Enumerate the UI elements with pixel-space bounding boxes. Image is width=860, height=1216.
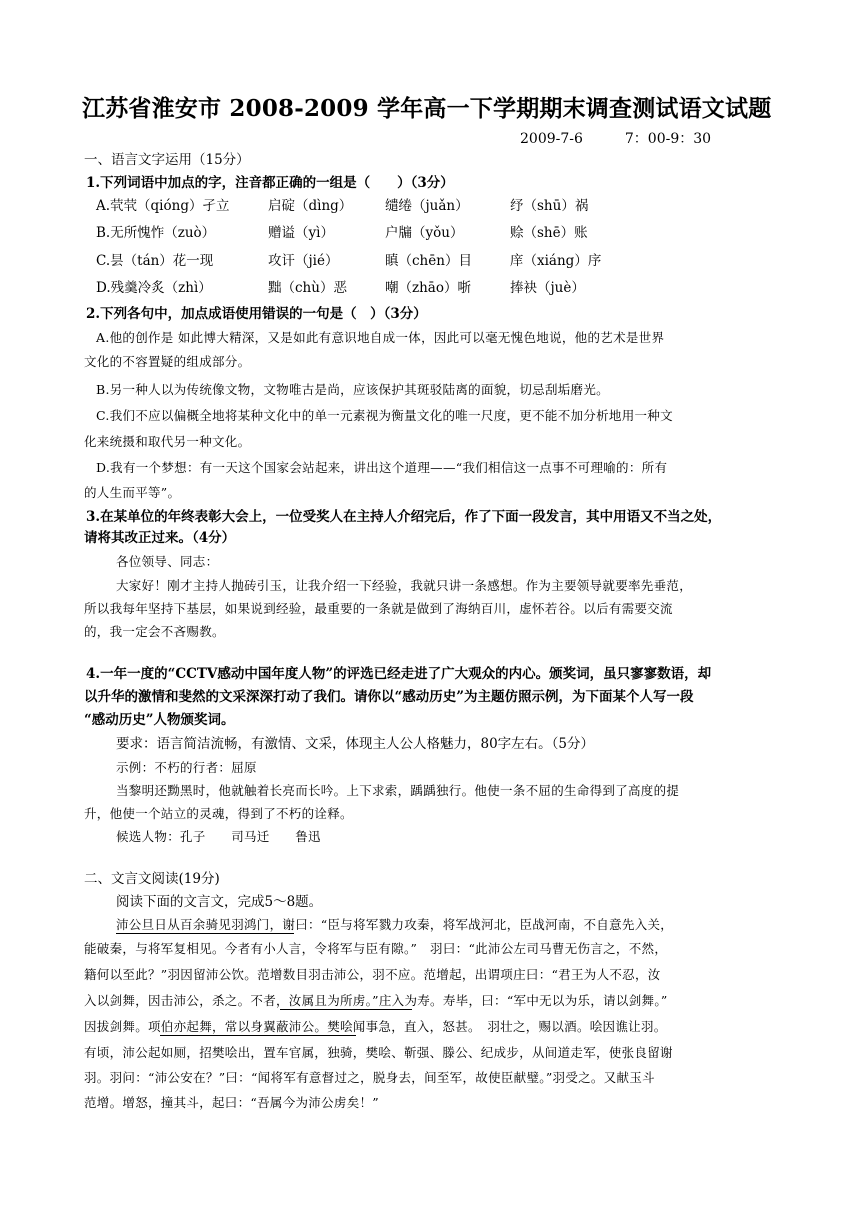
passage-line-7: 羽。羽问：“沛公安在？”曰：“闻将军有意督过之，脱身去，间至军，故使臣献璧。”羽受之。又献玉斗 xyxy=(84,1070,655,1085)
underline-mark-1 xyxy=(116,933,294,934)
q1-option-a-word2: 启碇（dìng） xyxy=(268,198,353,214)
q4-example-line2: 升，他使一个站立的灵魂，得到了不朽的诠释。 xyxy=(84,806,353,821)
q1-option-d: D.残羹冷炙（zhì） xyxy=(96,280,212,296)
q4-stem-line1: 4.一年一度的“CCTV感动中国年度人物”的评选已经走进了广大观众的内心。颁奖词，虽只寥寥数语，却 xyxy=(86,666,712,682)
q1-option-a: A.茕茕（qióng）孑立 xyxy=(96,198,230,214)
q3-speech-line2: 所以我每年坚持下基层，如果说到经验，最重要的一条就是做到了海纳百川，虚怀若谷。以后有需要交流 xyxy=(84,601,673,616)
passage-line-4: 入以剑舞，因击沛公，杀之。不者，汝属且为所虏。”庄入为寿。寿毕，曰：“军中无以为乐，请以剑舞。” xyxy=(84,993,668,1008)
q2-option-c-cont: 化来统摄和取代另一种文化。 xyxy=(84,434,251,449)
q2-option-c: C.我们不应以偏概全地将某种文化中的单一元素视为衡量文化的唯一尺度，更不能不加分析地用一种文 xyxy=(96,408,673,423)
q1-option-c-word3: 瞋（chēn）目 xyxy=(385,253,472,269)
passage-line-1: 沛公旦日从百余骑见羽鸿门，谢曰：“臣与将军戮力攻秦，将军战河北，臣战河南，不自意先入关， xyxy=(116,917,674,932)
q3-stem-line2: 请将其改正过来。（4分） xyxy=(84,530,236,546)
q3-stem-line1: 3.在某单位的年终表彰大会上，一位受奖人在主持人介绍完后，作了下面一段发言，其中用语又不当之处， xyxy=(86,509,722,525)
passage-line-5: 因拔剑舞。项伯亦起舞，常以身翼蔽沛公。樊哙闻事急，直入，怒甚。 羽壮之，赐以酒。哙因谯让羽。 xyxy=(84,1019,667,1034)
underline-mark-3 xyxy=(160,1035,356,1036)
page-title: 江苏省淮安市 2008-2009 学年高一下学期期末调查测试语文试题 xyxy=(82,95,772,122)
q1-option-c-word4: 庠（xiáng）序 xyxy=(510,253,602,269)
q3-speech-line3: 的，我一定会不吝赐教。 xyxy=(84,624,225,639)
exam-date-time: 2009-7-6 7：00-9：30 xyxy=(520,131,712,147)
q4-example-line1: 当黎明还黝黑时，他就触着长亮而长吟。上下求索，踽踽独行。他使一条不屈的生命得到了高度的提 xyxy=(116,783,680,798)
section2-intro: 阅读下面的文言文，完成5～8题。 xyxy=(116,894,323,910)
passage-line-3: 籍何以至此？”羽因留沛公饮。范增数目羽击沛公，羽不应。范增起，出谓项庄曰：“君王为人不忍，汝 xyxy=(84,967,661,982)
q1-option-d-word2: 黜（chù）恶 xyxy=(268,280,347,296)
section2-heading: 二、文言文阅读(19分) xyxy=(84,871,220,887)
q1-option-a-word3: 缱绻（juǎn） xyxy=(385,198,469,214)
passage-line-2: 能破秦，与将军复相见。今者有小人言，令将军与臣有隙。” 羽曰：“此沛公左司马曹无伤言之，不然， xyxy=(84,941,668,956)
q4-candidates: 候选人物：孔子 司马迁 鲁迅 xyxy=(116,829,321,844)
q1-option-b-word2: 赠谥（yì） xyxy=(268,225,334,241)
passage-line-8: 范增。增怒，撞其斗，起曰：“吾属今为沛公虏矣！” xyxy=(84,1095,379,1110)
q2-option-a-cont: 文化的不容置疑的组成部分。 xyxy=(84,354,251,369)
q1-option-d-word4: 捧袂（juè） xyxy=(510,280,585,296)
q1-option-a-word4: 纾（shū）祸 xyxy=(510,198,589,214)
q1-option-c-word2: 攻讦（jié） xyxy=(268,253,339,269)
q1-stem: 1.下列词语中加点的字，注音都正确的一组是（ ）（3分） xyxy=(86,175,454,191)
q2-option-d: D.我有一个梦想：有一天这个国家会站起来，讲出这个道理——“我们相信这一点事不可理喻的：所有 xyxy=(96,460,668,475)
q1-option-b-word3: 户牖（yǒu） xyxy=(385,225,464,241)
q3-salutation: 各位领导、同志： xyxy=(116,554,219,569)
q4-example-label: 示例：不朽的行者：屈原 xyxy=(116,760,257,775)
q1-option-c: C.昙（tán）花一现 xyxy=(96,253,214,269)
q4-requirement: 要求：语言简洁流畅，有激情、文采，体现主人公人格魅力，80字左右。（5分） xyxy=(116,736,595,752)
passage-line-6: 有顷，沛公起如厕，招樊哙出，置车官属，独骑，樊哙、靳强、滕公、纪成步，从间道走军，使张良留谢 xyxy=(84,1045,673,1060)
section1-heading: 一、语言文字运用（15分） xyxy=(84,152,250,168)
q1-option-d-word3: 嘲（zhāo）哳 xyxy=(385,280,471,296)
q2-option-a: A.他的创作是 如此博大精深，又是如此有意识地自成一体，因此可以毫无愧色地说，他的艺术是世界 xyxy=(96,330,665,345)
q2-stem: 2.下列各句中，加点成语使用错误的一句是（ ）（3分） xyxy=(86,306,427,322)
q3-speech-line1: 大家好！刚才主持人抛砖引玉，让我介绍一下经验，我就只讲一条感想。作为主要领导就要率先垂范， xyxy=(116,578,693,593)
q4-stem-line2: 以升华的激情和斐然的文采深深打动了我们。请你以“感动历史”为主题仿照示例，为下面某个人写一段 xyxy=(84,689,694,705)
underline-mark-2 xyxy=(280,1009,412,1010)
q4-stem-line3: “感动历史”人物颁奖词。 xyxy=(84,712,235,728)
q2-option-d-cont: 的人生而平等”。 xyxy=(84,485,181,500)
q2-option-b: B.另一种人以为传统像文物，文物唯古是尚，应该保护其斑驳陆离的面貌，切忌刮垢磨光。 xyxy=(96,382,609,397)
q1-option-b-word4: 赊（shē）账 xyxy=(510,225,588,241)
q1-option-b: B.无所愧怍（zuò） xyxy=(96,225,216,241)
